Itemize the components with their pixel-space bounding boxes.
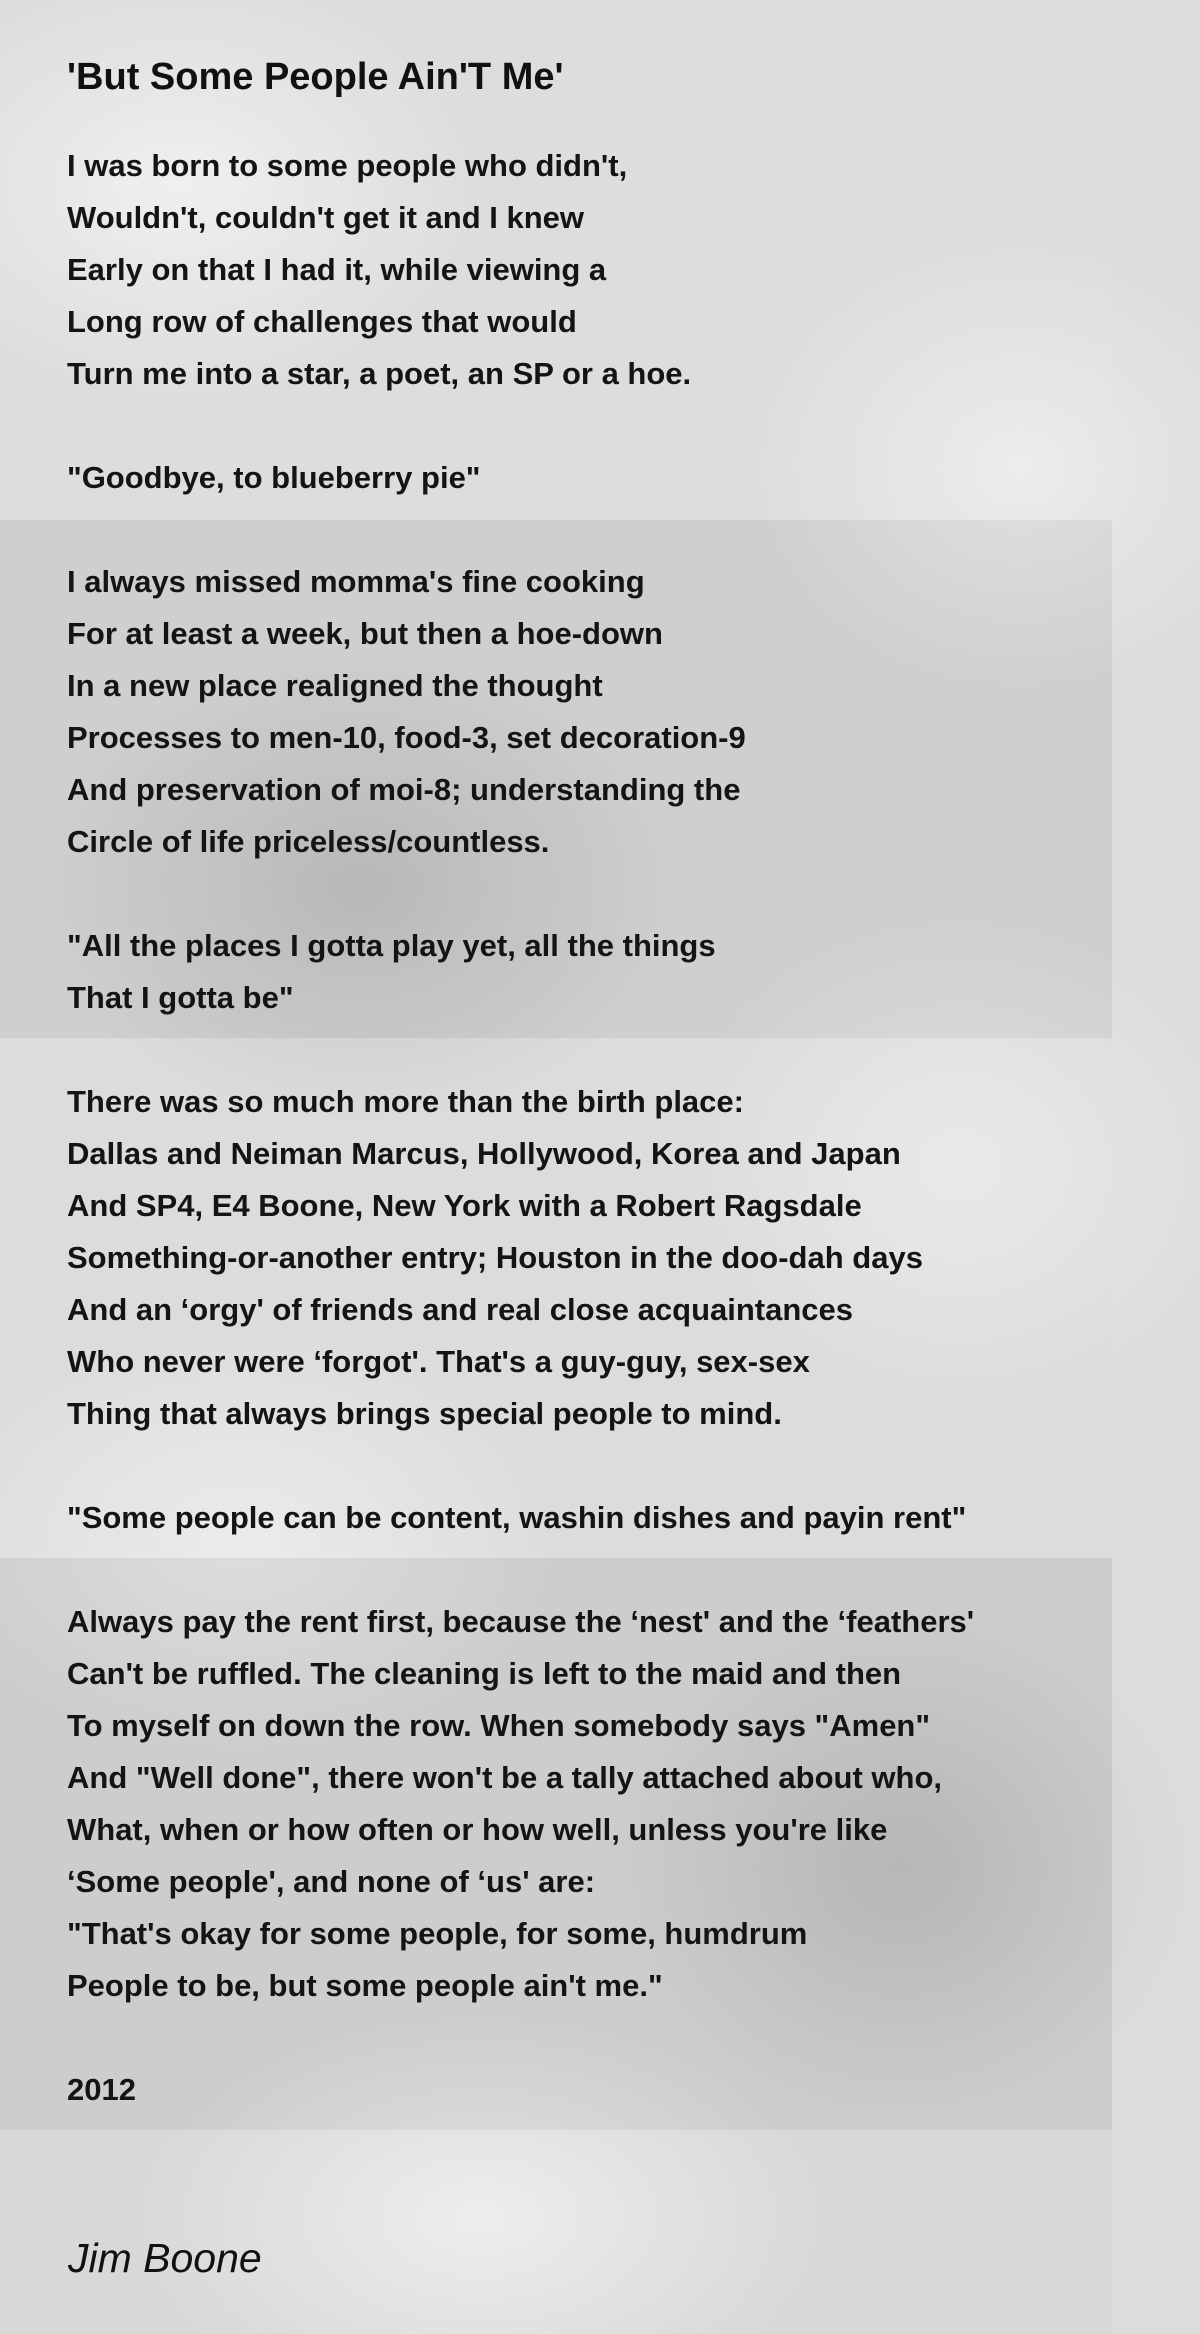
poem-line: Always pay the rent first, because the ‘nest' and the ‘feathers' <box>67 1604 975 1639</box>
poem-line: That I gotta be" <box>67 980 294 1015</box>
poem-line: Early on that I had it, while viewing a <box>67 252 607 287</box>
poem-line: There was so much more than the birth place: <box>67 1084 744 1119</box>
poem-line: ‘Some people', and none of ‘us' are: <box>67 1864 596 1899</box>
poem-line: "All the places I gotta play yet, all the things <box>67 928 716 963</box>
poem-line: In a new place realigned the thought <box>67 668 603 703</box>
poem-line: And SP4, E4 Boone, New York with a Robert Ragsdale <box>67 1188 862 1223</box>
poem-line: And an ‘orgy' of friends and real close acquaintances <box>67 1292 854 1327</box>
poem-line: "That's okay for some people, for some, humdrum <box>67 1916 808 1951</box>
poem-line: And "Well done", there won't be a tally attached about who, <box>67 1760 942 1795</box>
stanza-break <box>67 1440 1127 1492</box>
poem-title: 'But Some People Ain'T Me' <box>67 56 564 98</box>
stanza-break <box>67 1544 1127 1596</box>
poem-line: Circle of life priceless/countless. <box>67 824 550 859</box>
poem-line: Who never were ‘forgot'. That's a guy-guy, sex-sex <box>67 1344 810 1379</box>
stanza-break <box>67 868 1127 920</box>
poem-line: Can't be ruffled. The cleaning is left to the maid and then <box>67 1656 902 1691</box>
poem-line: I always missed momma's fine cooking <box>67 564 645 599</box>
poem-author: Jim Boone <box>68 2235 262 2281</box>
poem-line: "Goodbye, to blueberry pie" <box>67 460 481 495</box>
poem-line: People to be, but some people ain't me." <box>67 1968 663 2003</box>
stanza-break <box>67 1024 1127 1076</box>
stanza-break <box>67 2012 1127 2064</box>
poem-line: Turn me into a star, a poet, an SP or a hoe. <box>67 356 692 391</box>
poem-line: Processes to men-10, food-3, set decoration-9 <box>67 720 746 755</box>
stanza-break <box>67 504 1127 556</box>
poem-line: Something-or-another entry; Houston in the doo-dah days <box>67 1240 923 1275</box>
poem-line: What, when or how often or how well, unless you're like <box>67 1812 888 1847</box>
poem-line: And preservation of moi-8; understanding the <box>67 772 741 807</box>
stanza-break <box>67 400 1127 452</box>
poem-container <box>67 52 1127 2116</box>
poem-body <box>67 140 1127 2116</box>
poem-line: Thing that always brings special people to mind. <box>67 1396 782 1431</box>
poem-line: Dallas and Neiman Marcus, Hollywood, Korea and Japan <box>67 1136 901 1171</box>
poem-line: To myself on down the row. When somebody says "Amen" <box>67 1708 931 1743</box>
poem-line: I was born to some people who didn't, <box>67 148 628 183</box>
poem-line: Long row of challenges that would <box>67 304 577 339</box>
poem-line: "Some people can be content, washin dishes and payin rent" <box>67 1500 967 1535</box>
poem-line: For at least a week, but then a hoe-down <box>67 616 663 651</box>
poem-line: Wouldn't, couldn't get it and I knew <box>67 200 585 235</box>
poem-year: 2012 <box>67 2072 136 2107</box>
